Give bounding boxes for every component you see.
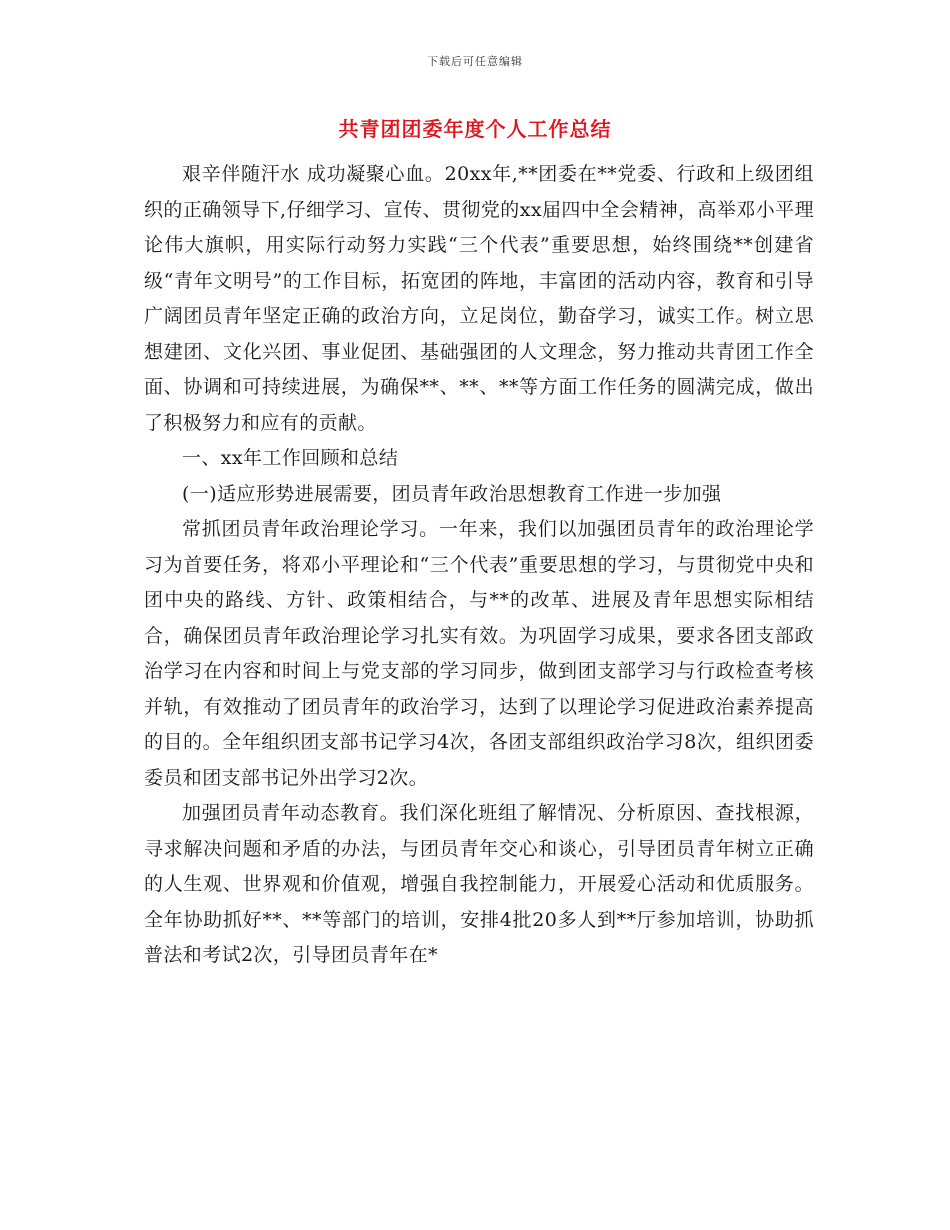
body-paragraph: 常抓团员青年政治理论学习。一年来，我们以加强团员青年的政治理论学习为首要任务，将邓小平理论和“三个代表”重要思想的学习，与贯彻党中央和团中央的路线、方针、政策相结合，与**的改革、进展及青年思想实际相结合，确保团员青年政治理论学习扎实有效。为巩固学习成果，要求各团支部政治学习在内容和时间上与党支部的学习同步，做到团支部学习与行政检查考核并轨，有效推动了团员青年的政治学习，达到了以理论学习促进政治素养提高的目的。全年组织团支部书记学习4次，各团支部组织政治学习8次，组织团委委员和团支部书记外出学习2次。: [144, 518, 814, 789]
body-paragraph: 加强团员青年动态教育。我们深化班组了解情况、分析原因、查找根源，寻求解决问题和矛盾的办法，与团员青年交心和谈心，引导团员青年树立正确的人生观、世界观和价值观，增强自我控制能力，开展爱心活动和优质服务。全年协助抓好**、**等部门的培训，安排4批20多人到**厅参加培训，协助抓普法和考试2次，引导团员青年在*: [144, 802, 814, 966]
header-note: 下载后可任意编辑: [427, 55, 523, 68]
section-heading: 一、xx年工作回顾和总结: [182, 447, 399, 469]
document-title: 共青团团委年度个人工作总结: [338, 117, 612, 141]
document-body: [144, 157, 814, 974]
subsection-heading: (一)适应形势进展需要，团员青年政治思想教育工作进一步加强: [182, 482, 722, 505]
intro-paragraph: 艰辛伴随汗水 成功凝聚心血。20xx年,**团委在**党委、行政和上级团组织的正确领导下,仔细学习、宣传、贯彻党的xx届四中全会精神，高举邓小平理论伟大旗帜，用实际行动努力实践“三个代表”重要思想，始终围绕**创建省级“青年文明号”的工作目标，拓宽团的阵地，丰富团的活动内容，教育和引导广阔团员青年坚定正确的政治方向，立足岗位，勤奋学习，诚实工作。树立思想建团、文化兴团、事业促团、基础强团的人文理念，努力推动共青团工作全面、协调和可持续进展，为确保**、**、**等方面工作任务的圆满完成，做出了积极努力和应有的贡献。: [144, 163, 814, 434]
